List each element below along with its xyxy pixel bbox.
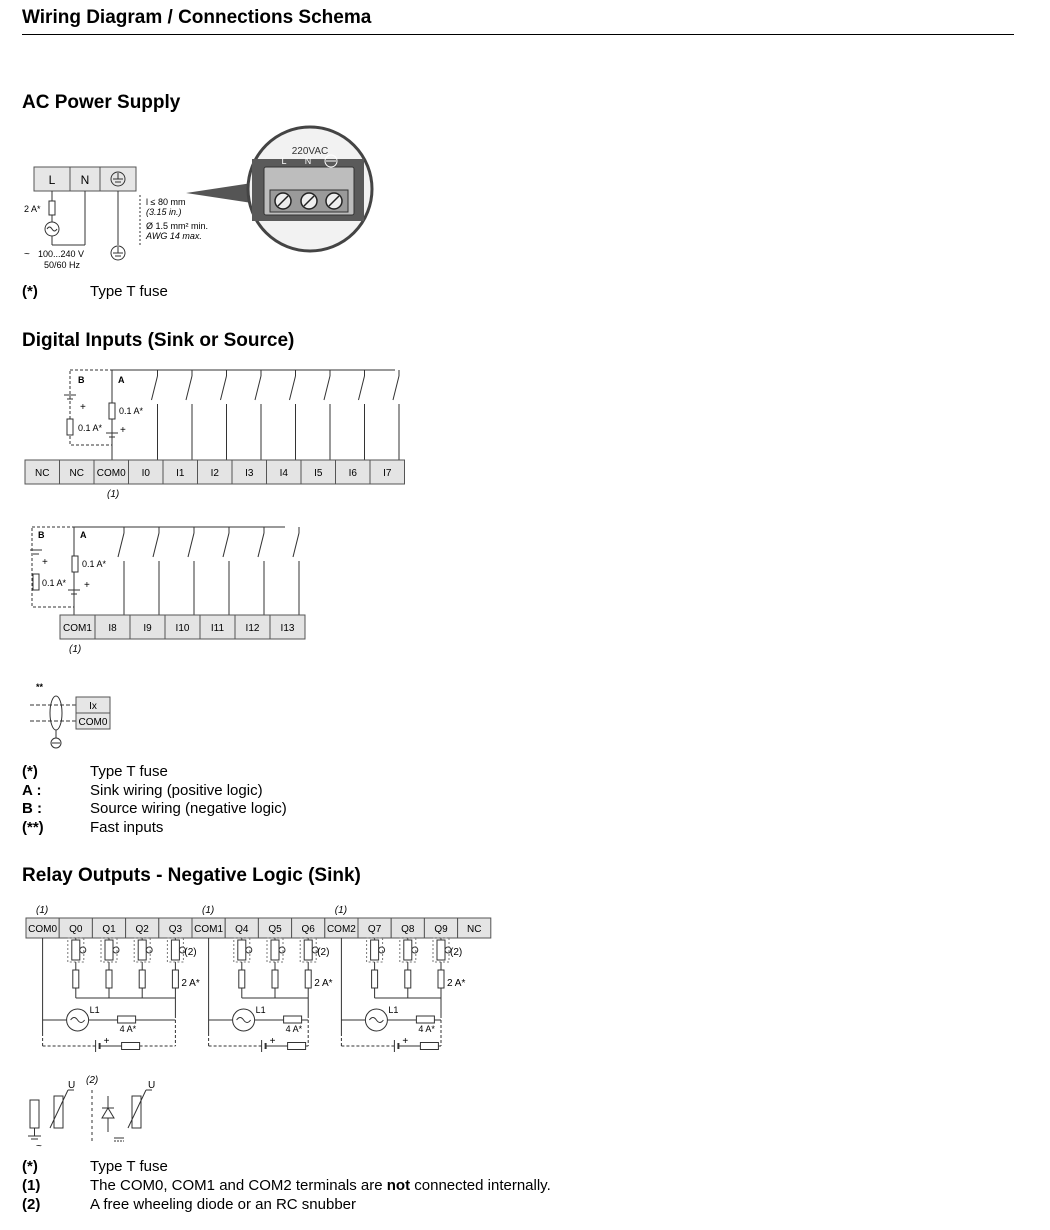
fuse-label-a: 0.1 A* [119, 406, 144, 416]
u-label: U [68, 1080, 76, 1091]
ref-2: (2) [184, 947, 197, 958]
fast-terminal-ix: Ix [89, 701, 97, 712]
plus-sign: + [269, 1036, 276, 1047]
plus-sign: + [120, 425, 126, 436]
switch-contact [324, 376, 330, 400]
fuse-label-b: 0.1 A* [78, 423, 103, 433]
terminal-label: I9 [143, 623, 152, 634]
ref-1: (1) [36, 905, 49, 916]
switch-contact [258, 533, 264, 557]
ro-notes [22, 1158, 822, 1218]
terminal-label: NC [466, 924, 482, 935]
coil-symbol [138, 940, 146, 960]
coil-symbol [72, 940, 80, 960]
terminal-label: I7 [383, 468, 392, 479]
fast-terminal-com0: COM0 [78, 717, 108, 728]
ref-2: (2) [450, 947, 463, 958]
terminal-label: I13 [280, 623, 295, 634]
fuse-symbol [438, 970, 444, 988]
label-a: A [80, 530, 87, 540]
fuse-4a-label: 4 A* [119, 1024, 137, 1034]
ground-icon [51, 738, 61, 748]
terminal-label: NC [69, 468, 84, 479]
note-text: Type T fuse [90, 763, 168, 780]
terminal-label: I11 [210, 623, 225, 634]
l1-label: L1 [89, 1005, 100, 1015]
fast-mark: ** [36, 682, 44, 692]
note-text: Type T fuse [90, 283, 168, 300]
fuse-4a-label: 4 A* [418, 1024, 435, 1034]
terminal-label: I6 [348, 468, 357, 479]
switch-contact [255, 376, 261, 400]
fuse-symbol [172, 970, 178, 988]
fuse-symbol [405, 970, 411, 988]
ac-fuse-label: 2 A* [24, 204, 41, 214]
fuse-2a-label: 2 A* [181, 978, 200, 989]
coil-symbol [171, 940, 179, 960]
connector-pin-n: N [304, 156, 312, 166]
coil-symbol [304, 940, 312, 960]
ref-1: (1) [69, 644, 82, 655]
switch-contact [153, 533, 159, 557]
ref-2: (2) [317, 947, 330, 958]
ac-voltage-label: 100...240 V [38, 249, 85, 259]
ac-freq-label: 50/60 Hz [44, 260, 81, 270]
note-text-part: The COM0, COM1 and COM2 terminals are [90, 1177, 387, 1194]
note-key: (*) [22, 1158, 38, 1175]
terminal-label: I1 [176, 468, 185, 479]
u-label: U [148, 1080, 156, 1091]
fuse-symbol [372, 970, 378, 988]
l1-label: L1 [255, 1005, 266, 1015]
note-key: (**) [22, 818, 44, 836]
fuse-symbol [139, 970, 145, 988]
coil-symbol [105, 940, 113, 960]
connector-magnifier [248, 127, 372, 251]
connector-label: 220VAC [291, 146, 329, 157]
earth-icon [111, 246, 125, 260]
ref-1: (1) [202, 905, 215, 916]
ac-notes [22, 283, 622, 303]
terminal-label: Q1 [102, 924, 116, 935]
terminal-label: Q6 [301, 924, 315, 935]
terminal-label: Q3 [168, 924, 183, 935]
label-b: B [38, 530, 45, 540]
title-rule [22, 34, 1014, 35]
terminal-label: COM2 [326, 924, 356, 935]
fuse-4a-label: 4 A* [285, 1024, 303, 1034]
fuse-symbol [49, 201, 55, 215]
note-key: (*) [22, 283, 38, 300]
note-text-bold: not [386, 1177, 411, 1194]
switch-contact [359, 376, 365, 400]
plus-sign: + [42, 557, 48, 568]
note-text: Source wiring (negative logic) [90, 800, 287, 817]
terminal-label: COM0 [28, 924, 58, 935]
ref-2: (2) [86, 1075, 99, 1086]
terminal-label: COM1 [194, 924, 224, 935]
switch-contact [118, 533, 124, 557]
fuse-symbol [106, 970, 112, 988]
fuse-symbol [239, 970, 245, 988]
ref-1: (1) [107, 489, 120, 500]
digital-inputs-block1 [20, 365, 420, 505]
note-key: B : [22, 800, 42, 817]
plus-sign: + [84, 580, 90, 591]
note-text: A free wheeling diode or an RC snubber [90, 1196, 357, 1213]
terminal-label: I8 [108, 623, 117, 634]
relay-outputs-diagram [20, 898, 490, 1058]
switch-contact [393, 376, 399, 400]
ac-power-heading: AC Power Supply [22, 92, 181, 113]
ac-awg-label: AWG 14 max. [146, 231, 202, 241]
coil-symbol [271, 940, 279, 960]
di-notes [22, 763, 622, 839]
terminal-label: Q7 [367, 924, 382, 935]
terminal-label: I2 [210, 468, 219, 479]
switch-contact [221, 376, 227, 400]
ac-length-in-label: (3.15 in.) [146, 207, 182, 217]
fuse-2a-label: 2 A* [314, 978, 333, 989]
ac-length-label: l ≤ 80 mm [146, 197, 186, 207]
ac-terminal-n: N [80, 173, 90, 187]
ac-source-icon [45, 222, 59, 236]
switch-contact [290, 376, 296, 400]
note-text: Fast inputs [90, 818, 164, 836]
connector-pin-l: L [281, 156, 287, 166]
fuse-symbol [305, 970, 311, 988]
ref-1: (1) [334, 905, 348, 916]
page-title: Wiring Diagram / Connections Schema [22, 7, 372, 28]
terminal-label: I0 [141, 468, 150, 479]
coil-symbol [238, 940, 246, 960]
fast-inputs-diagram [20, 683, 140, 753]
terminal-label: Q5 [268, 924, 282, 935]
terminal-label: COM1 [63, 623, 92, 634]
ac-wire-label: Ø 1.5 mm² min. [146, 221, 209, 231]
ac-tilde: ~ [24, 249, 30, 260]
coil-symbol [437, 940, 445, 960]
terminal-label: Q8 [401, 924, 415, 935]
note-text-part: connected internally. [410, 1177, 551, 1194]
fuse-label-b: 0.1 A* [42, 578, 67, 588]
terminal-label: Q4 [235, 924, 249, 935]
coil-symbol [404, 940, 412, 960]
fuse-symbol [73, 970, 79, 988]
note-key: (1) [22, 1177, 41, 1194]
terminal-label: I10 [175, 623, 190, 634]
switch-contact [152, 376, 158, 400]
relay-outputs-heading: Relay Outputs - Negative Logic (Sink) [22, 865, 361, 886]
terminal-label: I5 [314, 468, 323, 479]
l1-label: L1 [388, 1005, 399, 1015]
fuse-2a-label: 2 A* [447, 978, 466, 989]
digital-inputs-block2 [20, 520, 320, 660]
terminal-label: I3 [245, 468, 254, 479]
terminal-label: Q2 [135, 924, 149, 935]
terminal-label: I12 [245, 623, 260, 634]
terminal-label: NC [35, 468, 50, 479]
note-text [90, 1177, 551, 1196]
label-a: A [118, 375, 125, 385]
fuse-symbol [272, 970, 278, 988]
ac-power-diagram [20, 125, 380, 275]
terminal-label: I4 [279, 468, 288, 479]
ac-terminal-l: L [48, 173, 56, 187]
switch-contact [223, 533, 229, 557]
digital-inputs-heading: Digital Inputs (Sink or Source) [22, 330, 295, 351]
plus-sign: + [103, 1036, 110, 1047]
note-text: Sink wiring (positive logic) [90, 781, 263, 799]
coil-symbol [371, 940, 379, 960]
note-key: (2) [22, 1196, 41, 1213]
note-text: Type T fuse [90, 1158, 168, 1175]
svg-text:~: ~ [36, 1141, 42, 1152]
switch-contact [186, 376, 192, 400]
plus-sign: + [80, 402, 86, 413]
terminal-label: Q9 [434, 924, 448, 935]
note-key: (*) [22, 763, 38, 780]
switch-contact [293, 533, 299, 557]
label-b: B [78, 375, 85, 385]
suppressor-diagram [20, 1070, 180, 1150]
fuse-label-a: 0.1 A* [82, 559, 107, 569]
switch-contact [188, 533, 194, 557]
note-key: A : [22, 781, 42, 799]
plus-sign: + [402, 1036, 409, 1047]
terminal-label: Q0 [69, 924, 83, 935]
terminal-label: COM0 [96, 468, 126, 479]
